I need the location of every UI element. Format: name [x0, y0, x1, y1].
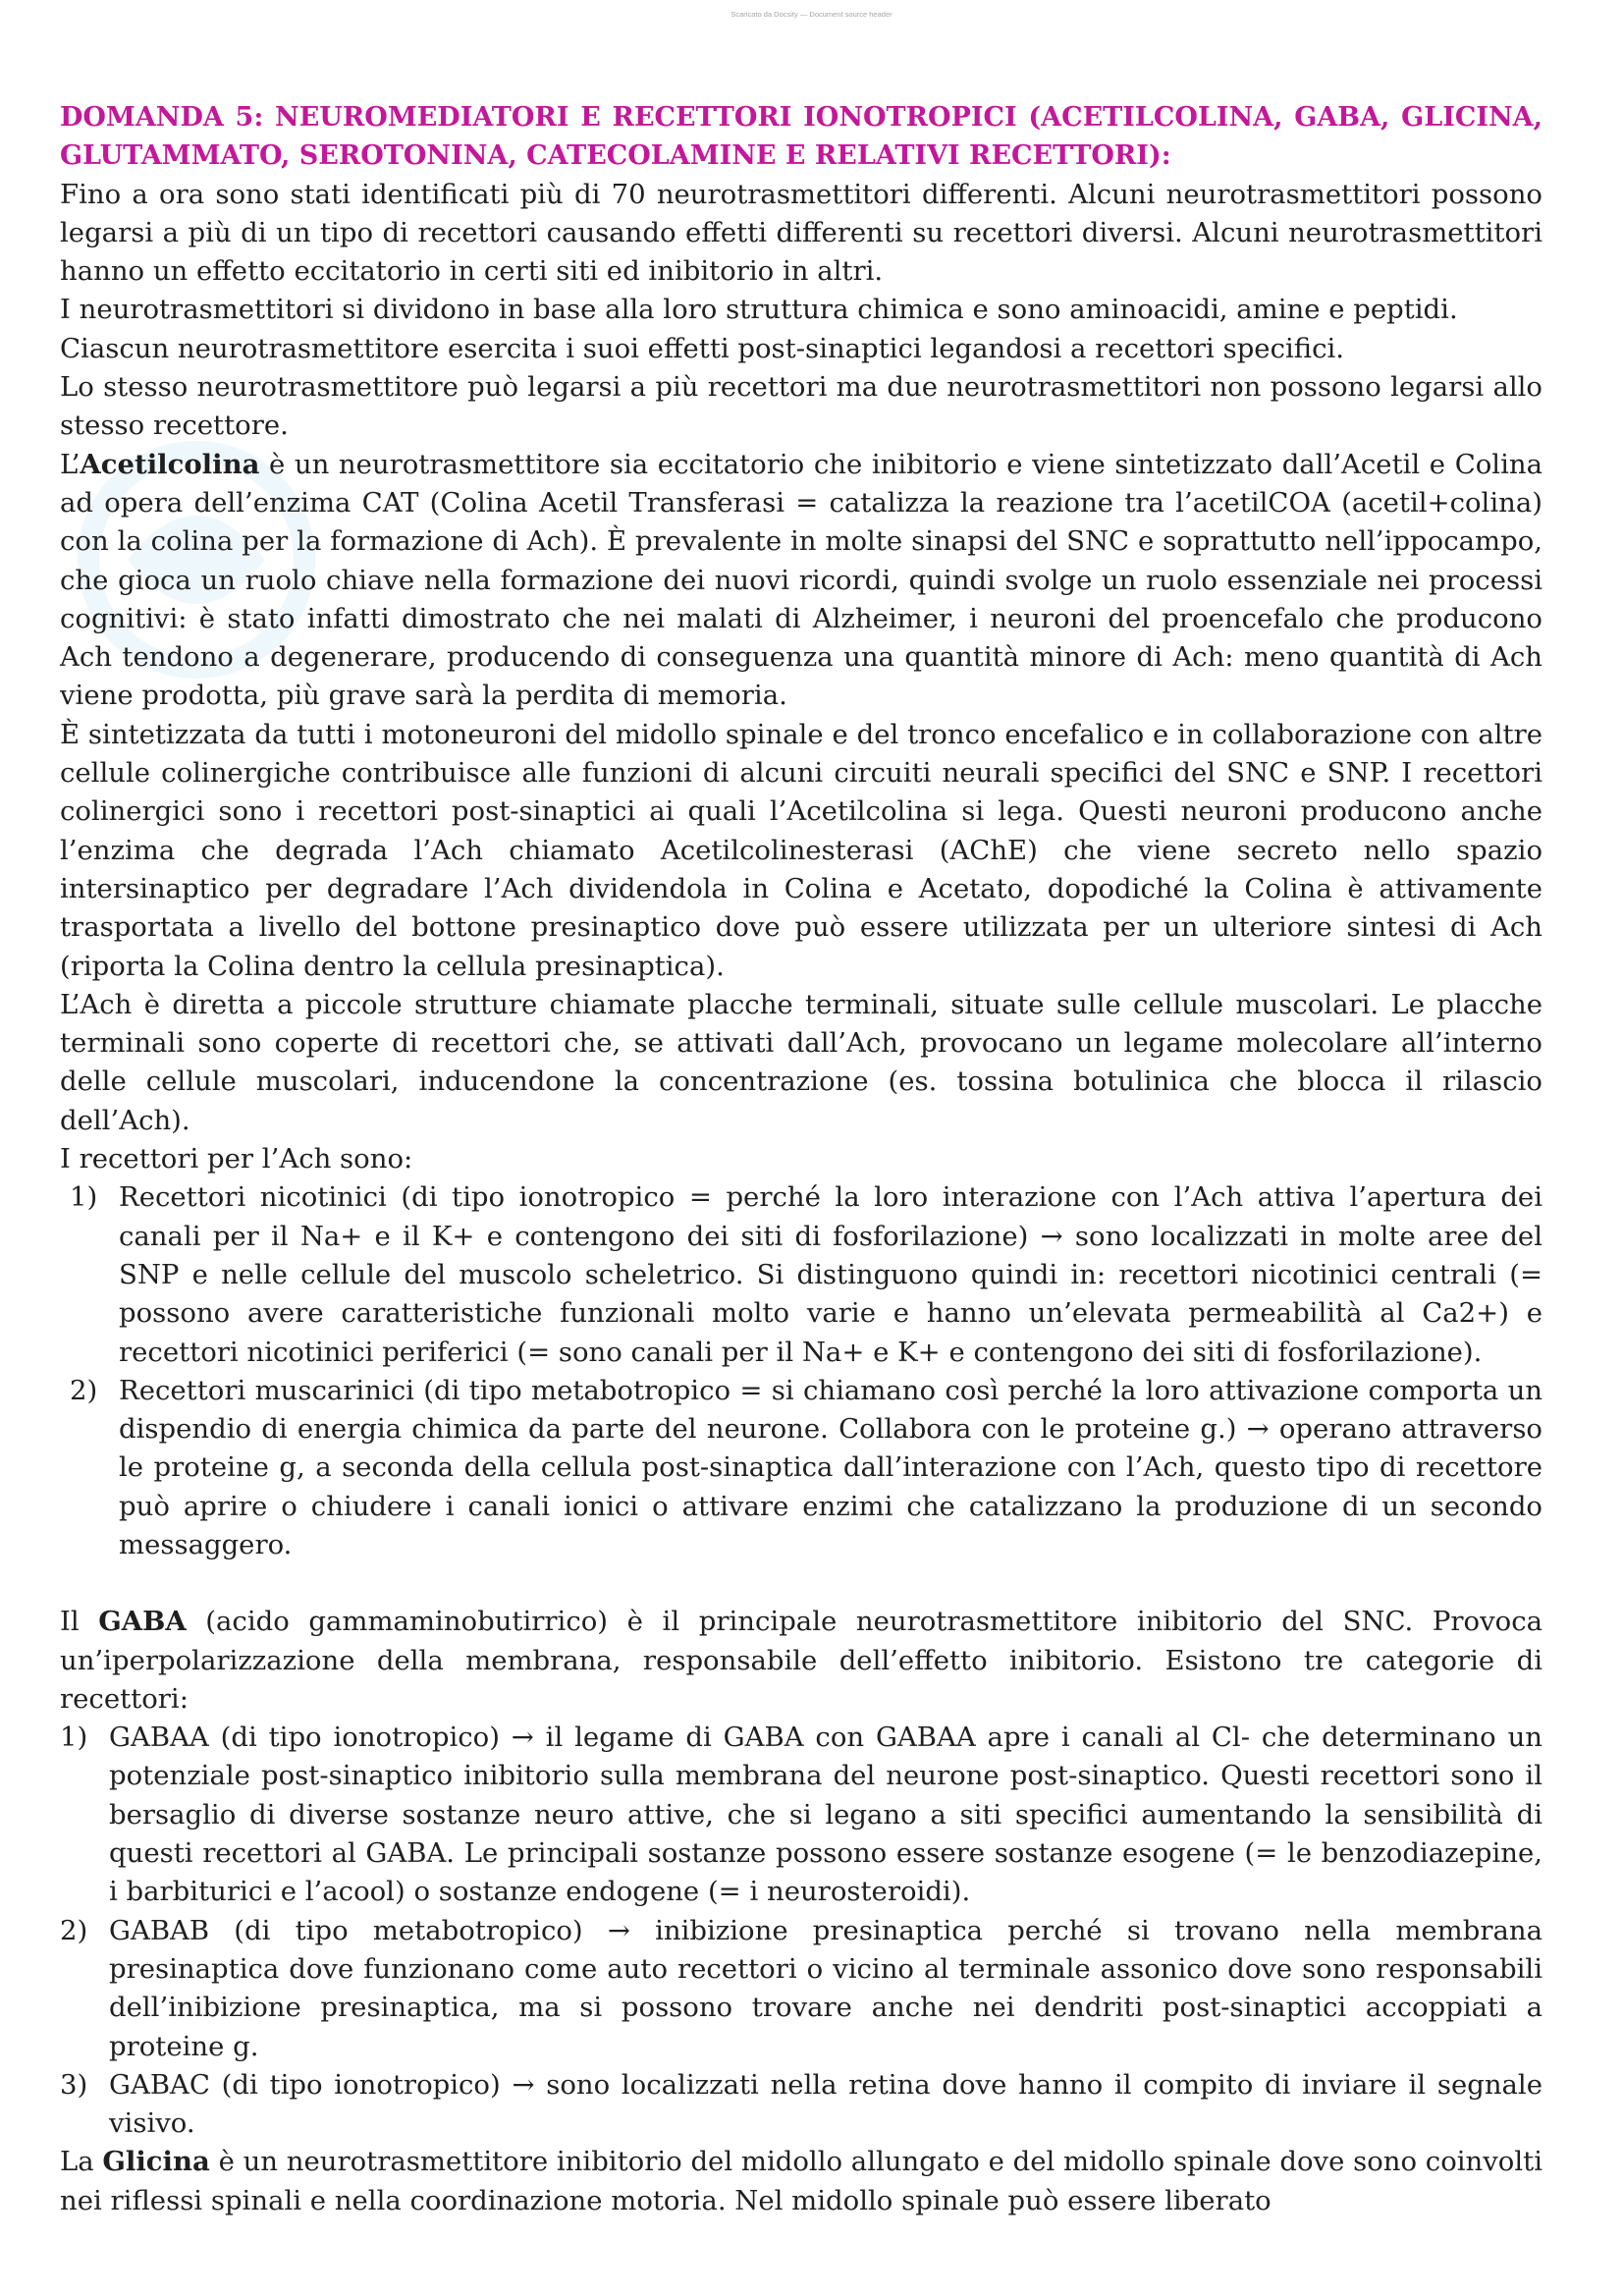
list-item: 2) Recettori muscarinici (di tipo metabotropico = si chiamano così perché la loro attivazione comporta un dispendio di energia chimica da parte del neurone. Collabora con le proteine g.) → operano attraverso le proteine g, a seconda della cellula post-sinaptica dall’interazione con l’Ach, questo tipo di recettore può aprire o chiudere i canali ionici o attivare enzimi che catalizzano la produzione di un secondo messaggero. — [70, 1374, 1542, 1560]
glicina-paragraph: La Glicina è un neurotrasmettitore inibitorio del midollo allungato e del midollo spinale dove sono coinvolti nei riflessi spinali e nella coordinazione motoria. Nel midollo spinale può essere liberato — [60, 2146, 1542, 2216]
acetilcolina-synthesis-paragraph: È sintetizzata da tutti i motoneuroni del midollo spinale e del tronco encefalico e in collaborazione con altre cellule colinergiche contribuisce alle funzioni di alcuni circuiti neurali specifici del SNC e SNP. I recettori colinergici sono i recettori post-sinaptici ai quali l’Acetilcolina si lega. Questi neuroni producono anche l’enzima che degrada l’Ach chiamato Acetilcolinesterasi (AChE) che viene secreto nello spazio intersinaptico per degradare l’Ach dividendola in Colina e Acetato, dopodiché la Colina è attivamente trasportata a livello del bottone presinaptico dove può essere utilizzata per un ulteriore sintesi di Ach (riporta la Colina dentro la cellula presinaptica). — [60, 718, 1542, 982]
gaba-receptor-list — [60, 1719, 1542, 2143]
list-item: 2) GABAB (di tipo metabotropico) → inibizione presinaptica perché si trovano nella membrana presinaptica dove funzionano come auto recettori o vicino al terminale assonico dove sono responsabili dell’inibizione presinaptica, ma si possono trovare anche nei dendriti post-sinaptici accoppiati a proteine g. — [60, 1914, 1542, 2062]
acetilcolina-term: Acetilcolina — [80, 448, 260, 480]
gaba-paragraph: Il GABA (acido gammaminobutirrico) è il principale neurotrasmettitore inibitorio del SNC. Provoca un’iperpolarizzazione della membrana, responsabile dell’effetto inibitorio. Esistono tre categorie di recettori: — [60, 1606, 1542, 1715]
ach-receptors-intro: I recettori per l’Ach sono: — [60, 1143, 413, 1175]
heading-line-1: DOMANDA 5: NEUROMEDIATORI E RECETTORI IONOTROPICI (ACETILCOLINA, GABA, GLICINA, — [60, 102, 1542, 133]
intro-paragraph-2: I neurotrasmettitori si dividono in base alla loro struttura chimica e sono aminoacidi, amine e peptidi. — [60, 294, 1458, 326]
gaba-term: GABA — [98, 1606, 187, 1638]
glicina-term: Glicina — [102, 2146, 210, 2178]
intro-paragraph-4: Lo stesso neurotrasmettitore può legarsi a più recettori ma due neurotrasmettitori non possono legarsi allo stesso recettore. — [60, 371, 1542, 442]
list-item: 1) GABAA (di tipo ionotropico) → il legame di GABA con GABAA apre i canali al Cl- che determinano un potenziale post-sinaptico inibitorio sulla membrana del neurone post-sinaptico. Questi recettori sono il bersaglio di diverse sostanze neuro attive, che si legano a siti specifici aumentando la sensibilità di questi recettori al GABA. Le principali sostanze possono essere sostanze esogene (= le benzodiazepine, i barbiturici e l’acool) o sostanze endogene (= i neurosteroidi). — [60, 1722, 1542, 1908]
acetilcolina-paragraph: L’Acetilcolina è un neurotrasmettitore sia eccitatorio che inibitorio e viene sintetizzato dall’Acetil e Colina ad opera dell’enzima CAT (Colina Acetil Transferasi = catalizza la reazione tra l’acetilCOA (acetil+colina) con la colina per la formazione di Ach). È prevalente in molte sinapsi del SNC e soprattutto nell’ippocampo, che gioca un ruolo chiave nella formazione dei nuovi ricordi, quindi svolge un ruolo essenziale nei processi cognitivi: è stato infatti dimostrato che nei malati di Alzheimer, i neuroni del proencefalo che producono Ach tendono a degenerare, producendo di conseguenza una quantità minore di Ach: meno quantità di Ach viene prodotta, più grave sarà la perdita di memoria. — [60, 448, 1542, 712]
placche-terminali-paragraph: L’Ach è diretta a piccole strutture chiamate placche terminali, situate sulle cellule muscolari. Le placche terminali sono coperte di recettori che, se attivati dall’Ach, provocano un legame molecolare all’interno delle cellule muscolari, inducendone la concentrazione (es. tossina botulinica che blocca il rilascio dell’Ach). — [60, 988, 1542, 1136]
document-page — [60, 98, 1542, 2220]
intro-paragraph-3: Ciascun neurotrasmettitore esercita i suoi effetti post-sinaptici legandosi a recettori specifici. — [60, 332, 1345, 364]
download-notice: Scaricato da Docsity — Document source header — [730, 10, 893, 19]
ach-receptor-list — [60, 1178, 1542, 1564]
list-item: 1) Recettori nicotinici (di tipo ionotropico = perché la loro interazione con l’Ach attiva l’apertura dei canali per il Na+ e il K+ e contengono dei siti di fosforilazione) → sono localizzati in molte aree del SNP e nelle cellule del muscolo scheletrico. Si distinguono quindi in: recettori nicotinici centrali (= possono avere caratteristiche funzionali molto varie e hanno un’elevata permeabilità al Ca2+) e recettori nicotinici periferici (= sono canali per il Na+ e K+ e contengono dei siti di fosforilazione). — [70, 1181, 1542, 1368]
question-heading — [60, 98, 1542, 176]
intro-paragraph-1: Fino a ora sono stati identificati più di 70 neurotrasmettitori differenti. Alcuni neurotrasmettitori possono legarsi a più di un tipo di recettori causando effetti differenti su recettori diversi. Alcuni neurotrasmettitori hanno un effetto eccitatorio in certi siti ed inibitorio in altri. — [60, 178, 1542, 288]
heading-line-2: GLUTAMMATO, SEROTONINA, CATECOLAMINE E RELATIVI RECETTORI): — [60, 140, 1171, 172]
list-item: 3) GABAC (di tipo ionotropico) → sono localizzati nella retina dove hanno il compito di inviare il segnale visivo. — [60, 2068, 1542, 2140]
